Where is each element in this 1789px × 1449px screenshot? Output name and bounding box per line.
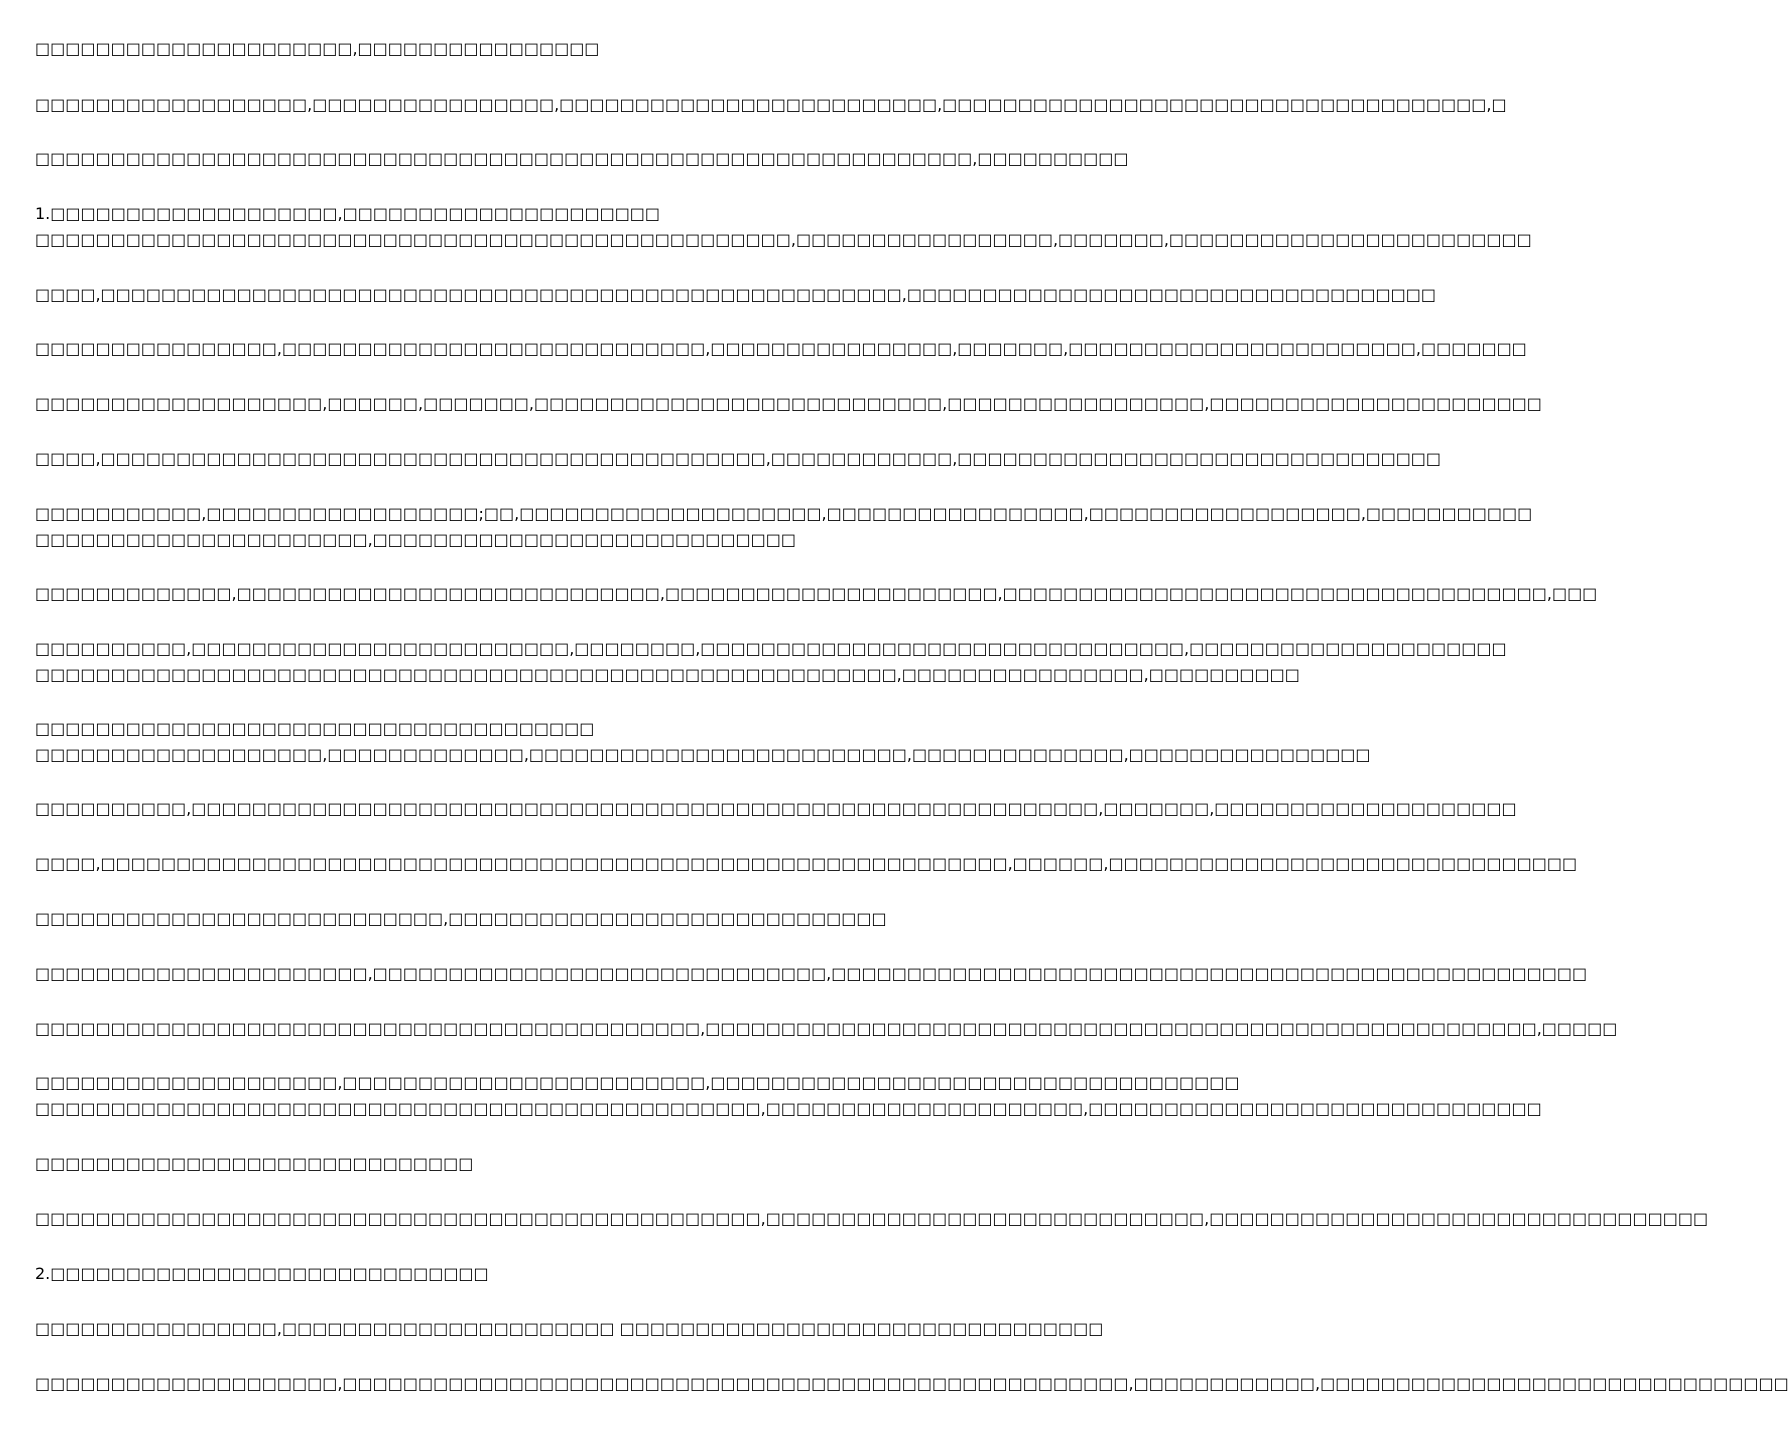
paragraph-line: □□□□□□□□□□□□□□□□□□□□□□□□□□□□□□□□□□□□□□□□□□□□□□□□□□□□□□□□□□□□□□,□□□□□□□□□□	[35, 149, 1129, 168]
paragraph-line: □□□□□□□□□□□□□□□□□□□□□□□□□□□□□□□□□□□□□□□□□□□□□□□□□□,□□□□□□□□□□□□□□□□□,□□□□□□□,□□□□□□□□□□□□□□□□□□□□□□□□	[35, 230, 1532, 249]
paragraph-line: □□□□□□□□□□,□□□□□□□□□□□□□□□□□□□□□□□□□□□□□□□□□□□□□□□□□□□□□□□□□□□□□□□□□□□□,□□□□□□□,□□□□□□□□□□□□□□□□□□□□	[35, 799, 1517, 818]
section-heading: 2.□□□□□□□□□□□□□□□□□□□□□□□□□□□□□	[35, 1264, 489, 1283]
section-heading: 1.□□□□□□□□□□□□□□□□□□□,□□□□□□□□□□□□□□□□□□□□□	[35, 204, 661, 223]
paragraph-line: □□□□□□□□□□□□□□□□□□□□□,□□□□□□□□□□□□□□□□	[35, 39, 600, 58]
paragraph-line: □□□□□□□□□□□□□□□□□□□□□□□□□□□□□□□□□□□□□□□□□□□□,□□□□□□□□□□□□□□□□□□□□□□□□□□□□□□□□□□□□□□□□□□□□□□□□□□□□□□□,□□□□□	[35, 1019, 1618, 1038]
paragraph-line: □□□□□□□□□□□□□□□□□□□□□□□□□□□□□□□□□□□□□□□□□□□□□□□□,□□□□□□□□□□□□□□□□□□□□□,□□□□□□□□□□□□□□□□□□□□□□□□□□□□□□	[35, 1099, 1542, 1118]
paragraph-line: □□□□,□□□□□□□□□□□□□□□□□□□□□□□□□□□□□□□□□□□□□□□□□□□□,□□□□□□□□□□□□,□□□□□□□□□□□□□□□□□□□□□□□□□□□□□□□□	[35, 449, 1442, 468]
paragraph-line: □□□□□□□□□□□□□□□□□□□□□□□□□□□□□□□□□□□□□□□□□□□□□□□□,□□□□□□□□□□□□□□□□□□□□□□□□□□□□□,□□□□□□□□□□□□□□□□□□□□□□□□□□□□□□□□□	[35, 1209, 1709, 1228]
paragraph-line: □□□□□□□□□□□,□□□□□□□□□□□□□□□□□□;□□,□□□□□□□□□□□□□□□□□□□□,□□□□□□□□□□□□□□□□□,□□□□□□□□□□□□□□□□□□,□□□□□□□□□□□	[35, 504, 1533, 523]
paragraph-line: □□□□□□□□□□□□□□□□□□□□□□,□□□□□□□□□□□□□□□□□□□□□□□□□□□□	[35, 530, 796, 549]
paragraph-line: □□□□,□□□□□□□□□□□□□□□□□□□□□□□□□□□□□□□□□□□□□□□□□□□□□□□□□□□□□,□□□□□□□□□□□□□□□□□□□□□□□□□□□□□□□□□□□	[35, 285, 1436, 304]
paragraph-line: □□□□□□□□□□□□□□□□□□□□,□□□□□□□□□□□□□□□□□□□□□□□□,□□□□□□□□□□□□□□□□□□□□□□□□□□□□□□□□□□□	[35, 1073, 1240, 1092]
paragraph-line: □□□□□□□□□□□□□□□□□□□□□□□□□□□□□□□□□□□□□□□□□□□□□□□□□□□□□□□□□,□□□□□□□□□□□□□□□□,□□□□□□□□□□	[35, 665, 1300, 684]
paragraph-line: □□□□,□□□□□□□□□□□□□□□□□□□□□□□□□□□□□□□□□□□□□□□□□□□□□□□□□□□□□□□□□□□□,□□□□□□,□□□□□□□□□□□□□□□□□□□□□□□□□□□□□□□	[35, 854, 1578, 873]
paragraph-line: □□□□□□□□□□□□□□□□□□□□,□□□□□□□□□□□□□□□□□□□□□□□□□□□□□□□□□□□□□□□□□□□□□□□□□□□□,□□□□□□□□□□□□,□□□□□□□□□□□□□□□□□□□□□□□□□□□□□□□	[35, 1374, 1789, 1393]
section-heading: □□□□□□□□□□□□□□□□□□□□□□□□□□□□□□□□□□□□□	[35, 719, 595, 738]
paragraph-line: □□□□□□□□□□□□□□□□,□□□□□□□□□□□□□□□□□□□□□□ □□□□□□□□□□□□□□□□□□□□□□□□□□□□□□□□	[35, 1319, 1104, 1338]
paragraph-line: □□□□□□□□□□,□□□□□□□□□□□□□□□□□□□□□□□□□,□□□□□□□□,□□□□□□□□□□□□□□□□□□□□□□□□□□□□□□□□,□□□□□□□□□□□□□□□□□□□□□	[35, 639, 1507, 658]
paragraph-line: □□□□□□□□□□□□□□□□,□□□□□□□□□□□□□□□□□□□□□□□□□□□□,□□□□□□□□□□□□□□□□,□□□□□□□,□□□□□□□□□□□□□□□□□□□□□□□,□□□□□□□	[35, 339, 1527, 358]
paragraph-line: □□□□□□□□□□□□□□□□□□□□□□,□□□□□□□□□□□□□□□□□□□□□□□□□□□□□□,□□□□□□□□□□□□□□□□□□□□□□□□□□□□□□□□□□□□□□□□□□□□□□□□□□	[35, 964, 1588, 983]
paragraph-line: □□□□□□□□□□□□□,□□□□□□□□□□□□□□□□□□□□□□□□□□□□,□□□□□□□□□□□□□□□□□□□□□□,□□□□□□□□□□□□□□□□□□□□□□□□□□□□□□□□□□□□,□□□	[35, 584, 1598, 603]
paragraph-line: □□□□□□□□□□□□□□□□□□,□□□□□□□□□□□□□□□□,□□□□□□□□□□□□□□□□□□□□□□□□□,□□□□□□□□□□□□□□□□□□□□□□□□□□□□□□□□□□□□,□	[35, 95, 1507, 114]
paragraph-line: □□□□□□□□□□□□□□□□□□□,□□□□□□,□□□□□□□,□□□□□□□□□□□□□□□□□□□□□□□□□□□,□□□□□□□□□□□□□□□□□,□□□□□□□□□□□□□□□□□□□□□□	[35, 394, 1542, 413]
paragraph-line: □□□□□□□□□□□□□□□□□□□□□□□□□□□,□□□□□□□□□□□□□□□□□□□□□□□□□□□□□	[35, 909, 887, 928]
paragraph-line: □□□□□□□□□□□□□□□□□□□□□□□□□□□□□	[35, 1154, 474, 1173]
paragraph-line: □□□□□□□□□□□□□□□□□□□,□□□□□□□□□□□□□,□□□□□□□□□□□□□□□□□□□□□□□□□,□□□□□□□□□□□□□□,□□□□□□□□□□□□□□□□	[35, 745, 1371, 764]
document-body	[35, 0, 1789, 1449]
